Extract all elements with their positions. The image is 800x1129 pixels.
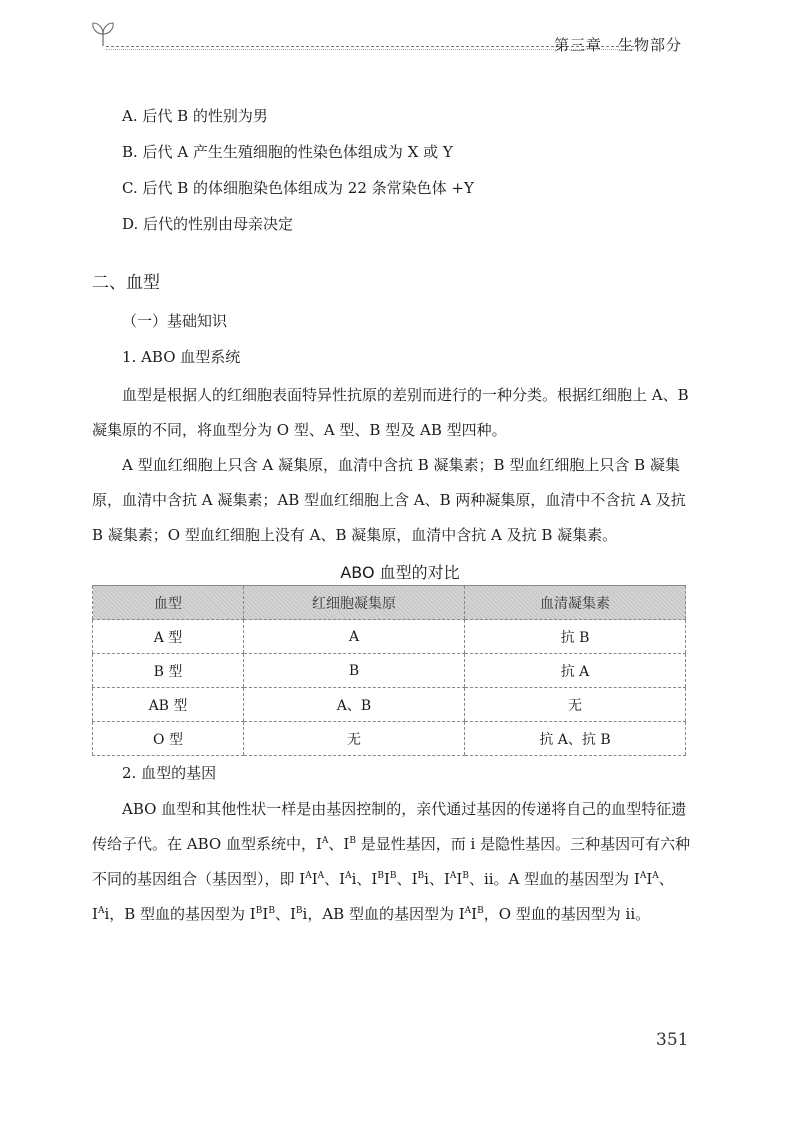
text-run: I (371, 870, 378, 888)
text-run: 、 (658, 870, 674, 888)
table-cell: 抗 A、抗 B (465, 722, 686, 756)
text-run: I (289, 905, 296, 923)
table-row (93, 688, 686, 722)
paragraph-agglutinogens: A 型血红细胞上只含 A 凝集原，血清中含抗 B 凝集素；B 型血红细胞上只含 B 凝集原，血清中含抗 A 凝集素；AB 型血红细胞上含 A、B 两种凝集原，血清中不含抗 A 及抗 B 凝集素；O 型血红细胞上没有 A、B 凝集原，血清中含抗 A 及抗 B 凝集素。 (92, 456, 686, 544)
text-run: i (424, 870, 429, 888)
text-run: i (302, 905, 308, 923)
superscript: B (377, 871, 384, 881)
option-b: B. 后代 A 产生生殖细胞的性染色体组成为 X 或 Y (122, 143, 453, 161)
table-row (93, 722, 686, 756)
superscript: B (417, 871, 425, 881)
answer-options (122, 98, 474, 242)
superscript: A (321, 836, 329, 846)
superscript: B (349, 836, 356, 846)
text-run: 、I (328, 835, 350, 853)
table-cell: O 型 (93, 722, 244, 756)
text-run: I (262, 905, 269, 923)
text-run: I (456, 870, 463, 888)
superscript: B (462, 871, 469, 881)
text-run: 、 (396, 870, 412, 888)
table-cell: 抗 A (465, 654, 686, 688)
option-a: A. 后代 B 的性别为男 (122, 107, 268, 125)
text-run: I (383, 870, 390, 888)
text-run: 、 (428, 870, 444, 888)
item-title-blood-genes: 2. 血型的基因 (122, 764, 217, 782)
item-title-abo-system: 1. ABO 血型系统 (122, 348, 241, 366)
chapter-title: 第三章 生物部分 (554, 36, 683, 54)
paragraph-blood-type-definition: 血型是根据人的红细胞表面特异性抗原的差别而进行的一种分类。根据红细胞上 A、B 凝集原的不同，将血型分为 O 型、A 型、B 型及 AB 型四种。 (92, 386, 689, 439)
table-cell: 无 (465, 688, 686, 722)
table-caption: ABO 血型的对比 (340, 563, 460, 582)
table-header-cell: 血型 (93, 586, 244, 620)
text-run: ABO 血型和其他性状一样是由基因控制的，亲代通过基因的传递将自己的血型特征遗传给子代。在 ABO 血型系统中，I (92, 800, 687, 853)
superscript: B (295, 906, 303, 916)
superscript: A (639, 871, 647, 881)
text-run: I (311, 870, 318, 888)
superscript: B (268, 906, 275, 916)
page-header (88, 18, 728, 58)
table-cell: 抗 B (465, 620, 686, 654)
sprout-icon (88, 18, 118, 48)
text-run: 是显性基因，而 i 是隐性基因。三种基因可有六种不同的基因组合（基因型），即 I (92, 835, 691, 888)
subsection-title: （一）基础知识 (122, 312, 228, 330)
table-cell: A (244, 620, 465, 654)
text-run: 、 (356, 870, 372, 888)
text-run: ，O 型血的基因型为 ii。 (483, 905, 651, 923)
table-cell: A 型 (93, 620, 244, 654)
table-cell: 无 (244, 722, 465, 756)
text-run: ，B 型血的基因型为 I (109, 905, 256, 923)
superscript: A (345, 871, 352, 881)
superscript: A (464, 906, 472, 916)
table-row (93, 654, 686, 688)
text-run: I (646, 870, 653, 888)
table-row (93, 620, 686, 654)
superscript: B (389, 871, 397, 881)
table-cell: B (244, 654, 465, 688)
table-header-cell: 红细胞凝集原 (244, 586, 465, 620)
text-run: I (443, 870, 450, 888)
table-cell: AB 型 (93, 688, 244, 722)
superscript: A (305, 871, 312, 881)
text-run: 、 (274, 905, 290, 923)
text-run: I (411, 870, 418, 888)
table-header-cell: 血清凝集素 (465, 586, 686, 620)
text-run: 、 (324, 870, 340, 888)
superscript: A (449, 871, 457, 881)
abo-comparison-table (92, 585, 686, 756)
table-cell: B 型 (93, 654, 244, 688)
table-header-row (93, 586, 686, 620)
section-title: 二、血型 (92, 273, 160, 293)
text-run: I (92, 905, 98, 923)
text-run: 、ii。A 型血的基因型为 I (468, 870, 640, 888)
superscript: A (317, 871, 325, 881)
option-d: D. 后代的性别由母亲决定 (122, 215, 294, 233)
text-run: i (351, 870, 357, 888)
option-c: C. 后代 B 的体细胞染色体组成为 22 条常染色体 +Y (122, 179, 474, 197)
superscript: A (97, 906, 105, 916)
text-run: I (471, 905, 478, 923)
superscript: A (652, 871, 659, 881)
paragraph-blood-genes (92, 792, 692, 932)
text-run: ，AB 型血的基因型为 I (307, 905, 465, 923)
text-run: I (339, 870, 346, 888)
table-cell: A、B (244, 688, 465, 722)
superscript: B (255, 906, 263, 916)
superscript: B (477, 906, 484, 916)
text-run: i (104, 905, 110, 923)
page-number: 351 (656, 1030, 689, 1050)
